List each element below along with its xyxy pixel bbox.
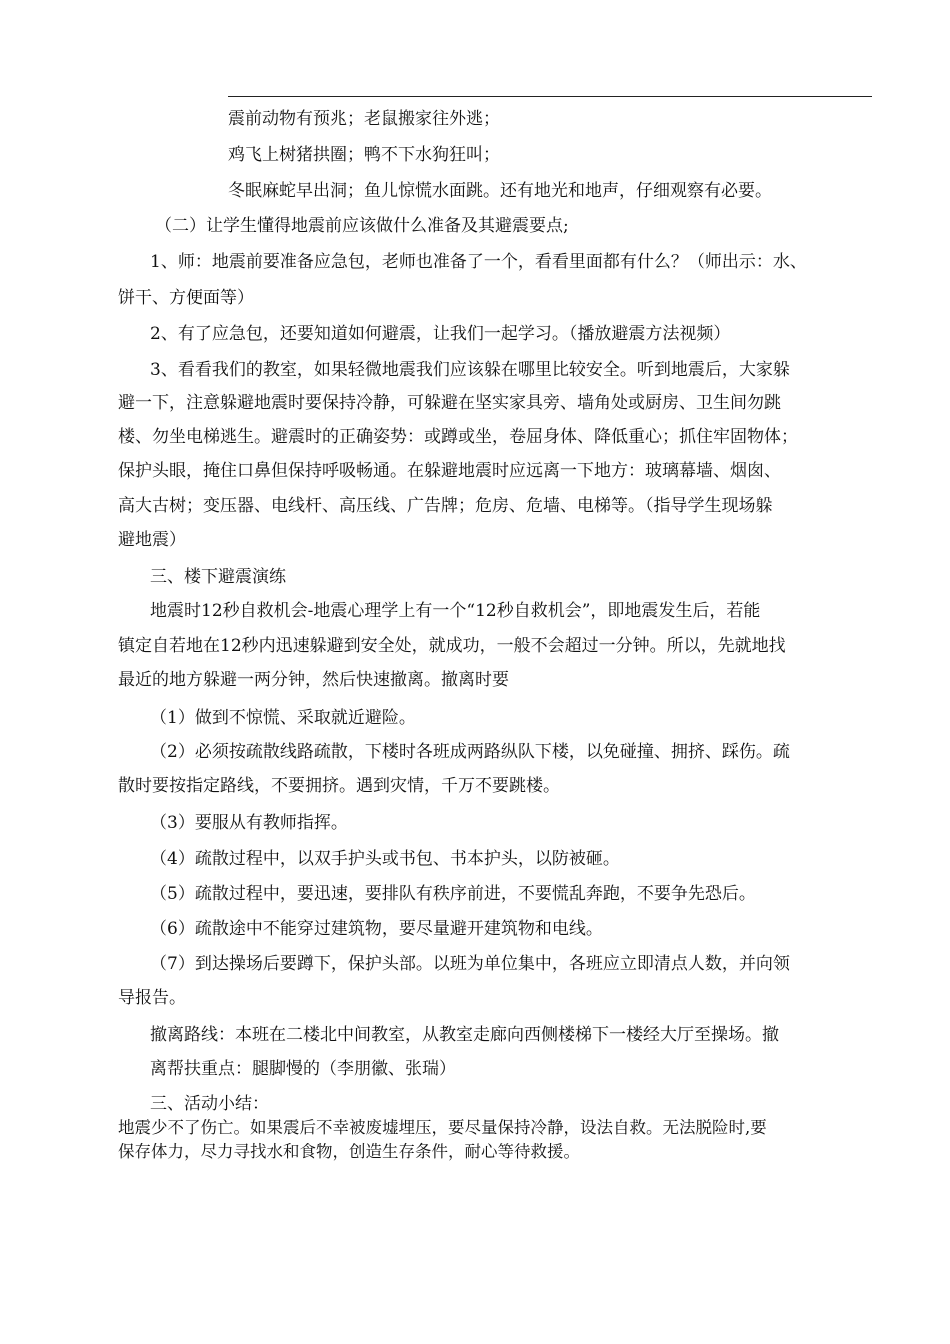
drill-intro-line-3: 最近的地方躲避一两分钟，然后快速撤离。撤离时要 xyxy=(118,670,509,690)
rule-7-line-1: （7）到达操场后要蹲下，保护头部。以班为单位集中，各班应立即清点人数，并向领 xyxy=(150,954,790,974)
verse-line-1: 震前动物有预兆；老鼠搬家往外逃； xyxy=(228,109,500,129)
rule-2-line-2: 散时要按指定路线，不要拥挤。遇到灾情，千万不要跳楼。 xyxy=(118,776,560,796)
item1-line-2: 饼干、方便面等） xyxy=(118,288,254,308)
drill-heading: 三、楼下避震演练 xyxy=(150,567,286,587)
item2: 2、有了应急包，还要知道如何避震，让我们一起学习。（播放避震方法视频） xyxy=(150,324,731,344)
item3-line-1: 3、看看我们的教室，如果轻微地震我们应该躲在哪里比较安全。听到地震后，大家躲 xyxy=(150,360,790,380)
item3-line-6: 避地震） xyxy=(118,530,186,550)
rule-5: （5）疏散过程中，要迅速，要排队有秩序前进，不要慌乱奔跑，不要争先恐后。 xyxy=(150,884,756,904)
route-line-1: 撤离路线：本班在二楼北中间教室，从教室走廊向西侧楼梯下一楼经大厅至操场。撤 xyxy=(150,1025,779,1045)
route-line-2: 离帮扶重点：腿脚慢的（李朋徽、张瑞） xyxy=(150,1059,456,1079)
section-two-heading: （二）让学生懂得地震前应该做什么准备及其避震要点; xyxy=(155,216,569,236)
rule-7-line-2: 导报告。 xyxy=(118,988,186,1008)
verse-line-3: 冬眠麻蛇早出洞；鱼儿惊慌水面跳。还有地光和地声，仔细观察有必要。 xyxy=(228,181,772,201)
drill-intro-line-2: 镇定自若地在12秒内迅速躲避到安全处，就成功，一般不会超过一分钟。所以，先就地找 xyxy=(118,636,786,656)
rule-6: （6）疏散途中不能穿过建筑物，要尽量避开建筑物和电线。 xyxy=(150,919,603,939)
summary-line-2: 保存体力，尽力寻找水和食物，创造生存条件，耐心等待救援。 xyxy=(118,1142,580,1161)
item3-line-2: 避一下，注意躲避地震时要保持冷静，可躲避在坚实家具旁、墙角处或厨房、卫生间勿跳 xyxy=(118,393,781,413)
rule-3: （3）要服从有教师指挥。 xyxy=(150,813,348,833)
rule-2-line-1: （2）必须按疏散线路疏散，下楼时各班成两路纵队下楼，以免碰撞、拥挤、踩伤。疏 xyxy=(150,742,790,762)
drill-intro-line-1: 地震时12秒自救机会-地震心理学上有一个“12秒自救机会”，即地震发生后，若能 xyxy=(150,601,761,621)
item3-line-5: 高大古树；变压器、电线杆、高压线、广告牌；危房、危墙、电梯等。（指导学生现场躲 xyxy=(118,496,773,516)
item3-line-3: 楼、勿坐电梯逃生。避震时的正确姿势：或蹲或坐，卷屈身体、降低重心；抓住牢固物体； xyxy=(118,427,798,447)
item1-line-1: 1、师：地震前要准备应急包，老师也准备了一个，看看里面都有什么？（师出示：水、 xyxy=(150,252,807,272)
header-rule xyxy=(228,96,872,97)
verse-line-2: 鸡飞上树猪拱圈；鸭不下水狗狂叫； xyxy=(228,145,500,165)
summary-heading: 三、活动小结： xyxy=(150,1094,269,1114)
item3-line-4: 保护头眼，掩住口鼻但保持呼吸畅通。在躲避地震时应远离一下地方：玻璃幕墙、烟囱、 xyxy=(118,461,781,481)
summary-line-1: 地震少不了伤亡。如果震后不幸被废墟埋压，要尽量保持冷静，设法自救。无法脱险时,要 xyxy=(118,1118,767,1137)
rule-4: （4）疏散过程中，以双手护头或书包、书本护头，以防被砸。 xyxy=(150,849,620,869)
rule-1: （1）做到不惊慌、采取就近避险。 xyxy=(150,708,416,728)
